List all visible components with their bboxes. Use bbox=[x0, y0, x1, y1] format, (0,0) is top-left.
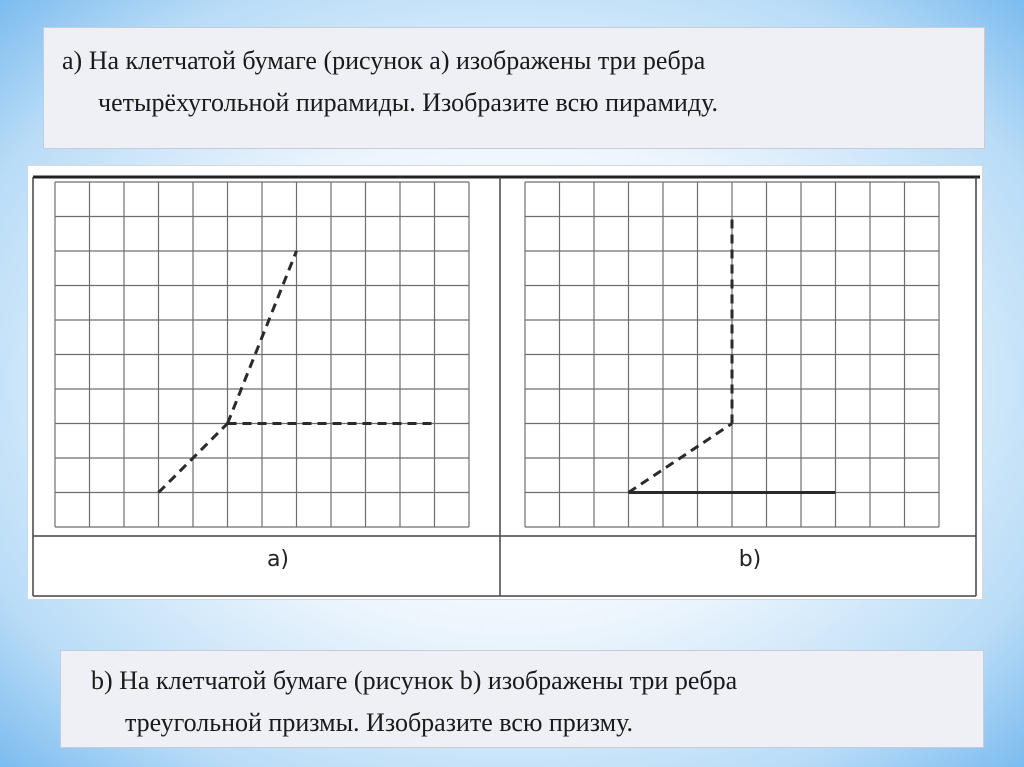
caption-b: b) bbox=[738, 547, 762, 572]
task-b-box bbox=[60, 650, 984, 748]
figure-panel bbox=[27, 165, 983, 600]
task-a-box bbox=[43, 27, 985, 149]
task-a-line-2: четырёхугольной пирамиды. Изобразите всю пирамиду. bbox=[98, 88, 718, 117]
task-a-line-1: a) На клетчатой бумаге (рисунок а) изображены три ребра bbox=[62, 46, 706, 75]
task-b-line-2: треугольной призмы. Изобразите всю призму. bbox=[125, 708, 633, 737]
caption-a: а) bbox=[266, 547, 290, 572]
figures-svg bbox=[28, 166, 984, 601]
task-b-line-1: b) На клетчатой бумаге (рисунок b) изображены три ребра bbox=[91, 666, 738, 695]
grid-a bbox=[55, 182, 469, 527]
